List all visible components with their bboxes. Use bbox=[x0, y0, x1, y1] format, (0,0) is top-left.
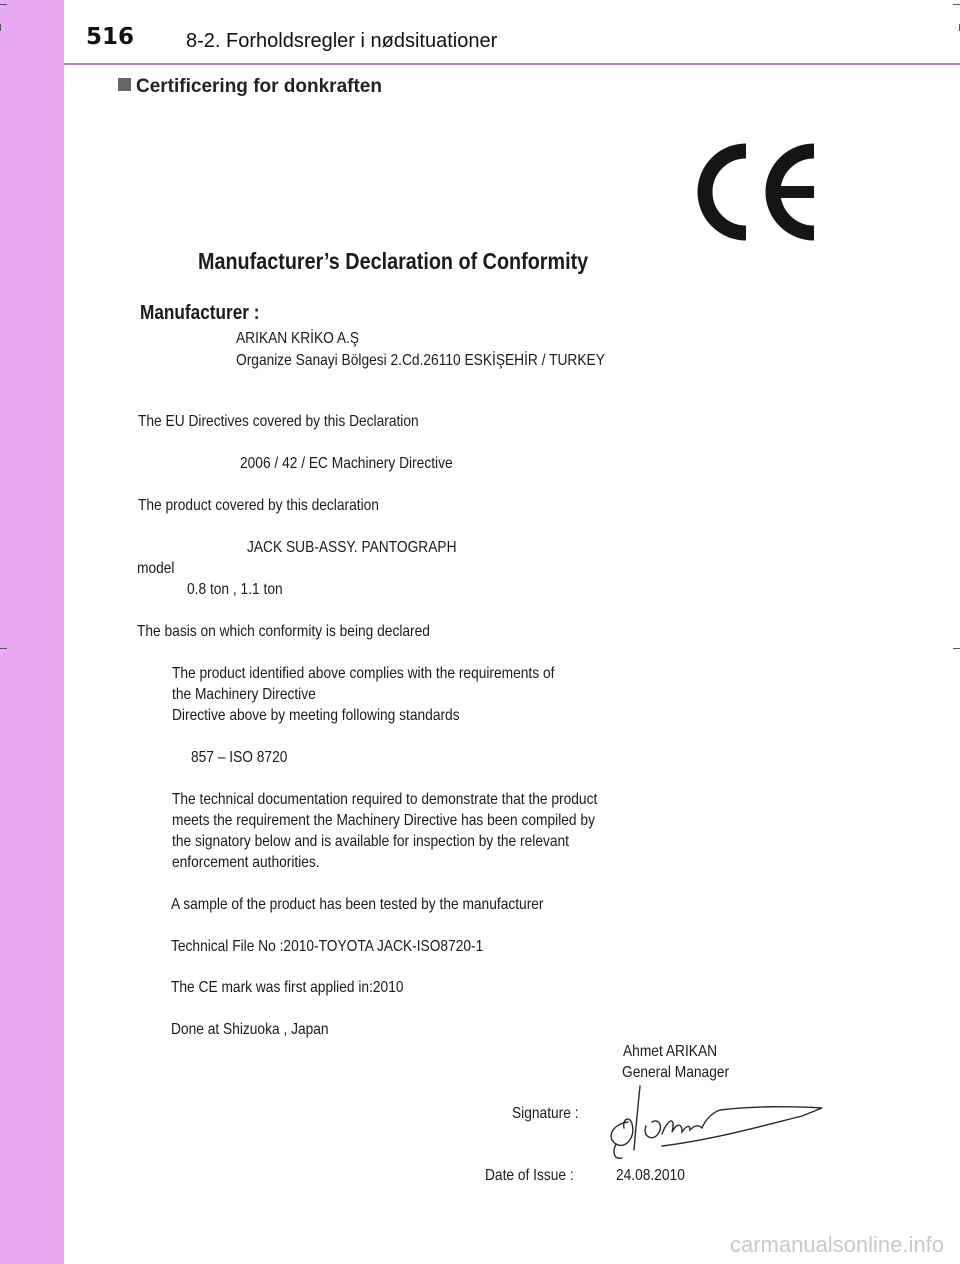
manufacturer-label: Manufacturer : bbox=[140, 302, 260, 324]
manufacturer-name: ARIKAN KRİKO A.Ş bbox=[236, 330, 360, 347]
watermark-text: carmanualsonline.info bbox=[729, 1232, 944, 1257]
manufacturer-address: Organize Sanayi Bölgesi 2.Cd.26110 ESKİŞEHİR / TURKEY bbox=[236, 352, 605, 369]
header-divider bbox=[64, 63, 960, 65]
basis-line: Directive above by meeting following standards bbox=[172, 707, 460, 724]
crop-mark bbox=[0, 4, 7, 5]
signature-image bbox=[602, 1082, 824, 1162]
page-number: 516 bbox=[86, 24, 135, 50]
basis-label: The basis on which conformity is being declared bbox=[137, 623, 430, 640]
crop-mark bbox=[953, 648, 960, 649]
crop-mark bbox=[953, 4, 960, 5]
signatory-title: General Manager bbox=[622, 1064, 730, 1081]
date-value: 24.08.2010 bbox=[616, 1167, 685, 1184]
product-name: JACK SUB-ASSY. PANTOGRAPH bbox=[247, 539, 457, 556]
section-heading-text: Certificering for donkraften bbox=[136, 76, 382, 97]
basis-line: the Machinery Directive bbox=[172, 686, 316, 703]
model-label: model bbox=[137, 560, 175, 577]
directive-value: 2006 / 42 / EC Machinery Directive bbox=[240, 455, 453, 472]
technical-line: meets the requirement the Machinery Directive has been compiled by bbox=[172, 812, 595, 829]
sample-statement: A sample of the product has been tested by the manufacturer bbox=[171, 896, 544, 913]
signature-label: Signature : bbox=[512, 1105, 579, 1122]
done-at: Done at Shizuoka , Japan bbox=[171, 1021, 329, 1038]
side-tab-strip bbox=[0, 0, 64, 1264]
chapter-title: 8-2. Forholdsregler i nødsituationer bbox=[186, 30, 498, 52]
directives-label: The EU Directives covered by this Declaration bbox=[138, 413, 419, 430]
technical-line: The technical documentation required to demonstrate that the product bbox=[172, 791, 598, 808]
product-label: The product covered by this declaration bbox=[138, 497, 379, 514]
technical-file: Technical File No :2010-TOYOTA JACK-ISO8720-1 bbox=[171, 938, 484, 955]
technical-line: the signatory below and is available for inspection by the relevant bbox=[172, 833, 569, 850]
basis-line: The product identified above complies with the requirements of bbox=[172, 665, 555, 682]
declaration-title: Manufacturer’s Declaration of Conformity bbox=[198, 248, 589, 274]
square-bullet-icon bbox=[118, 78, 131, 91]
crop-mark bbox=[0, 24, 1, 31]
model-values: 0.8 ton , 1.1 ton bbox=[187, 581, 283, 598]
signatory-name: Ahmet ARIKAN bbox=[623, 1043, 718, 1060]
crop-mark bbox=[0, 648, 7, 649]
standard-value: 857 – ISO 8720 bbox=[191, 749, 288, 766]
date-label: Date of Issue : bbox=[485, 1167, 574, 1184]
ce-mark-icon bbox=[696, 143, 822, 241]
ce-applied: The CE mark was first applied in:2010 bbox=[171, 979, 404, 996]
technical-line: enforcement authorities. bbox=[172, 854, 320, 871]
section-heading bbox=[118, 76, 382, 98]
